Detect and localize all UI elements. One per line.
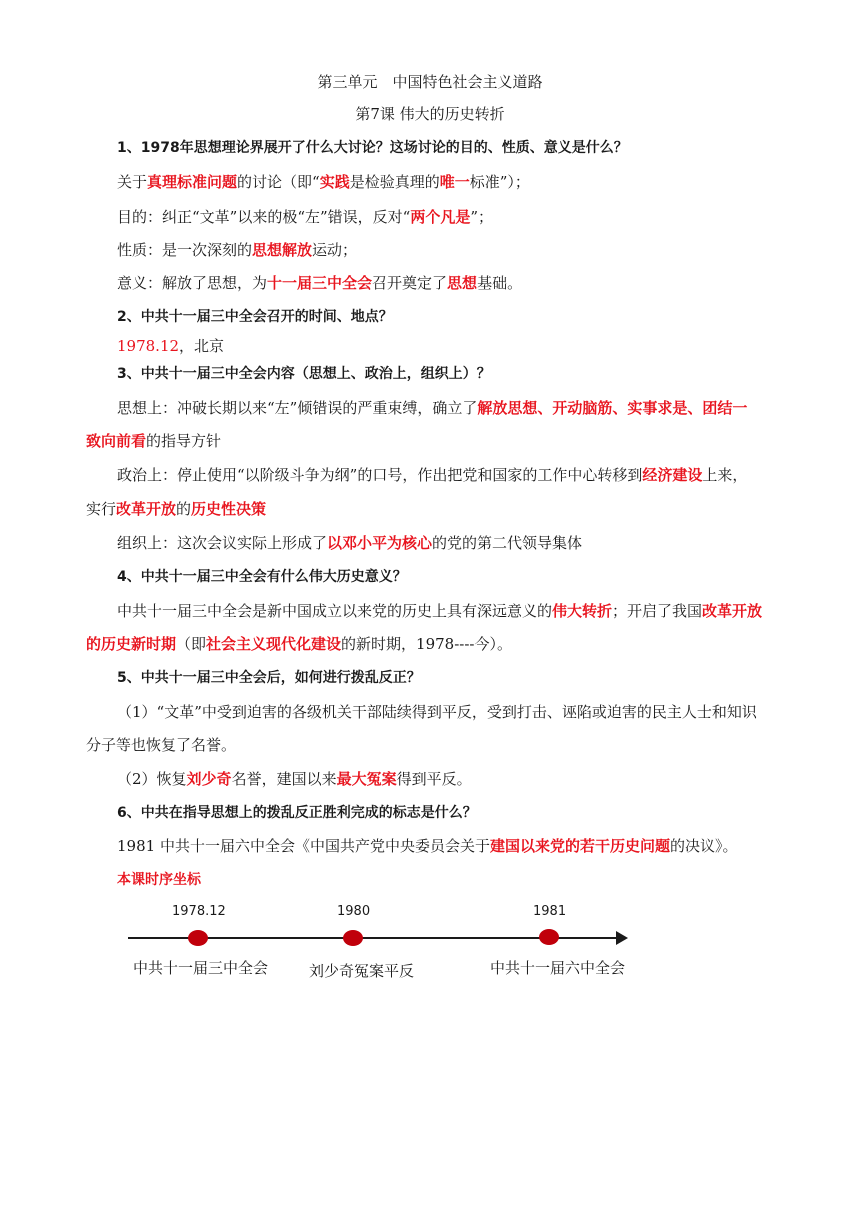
q1-answer-significance: 意义：解放了思想，为十一届三中全会召开奠定了思想基础。 [117,274,523,292]
timeline-dot-2 [343,930,363,946]
timeline-year-2: 1980 [337,904,371,919]
timeline-event-3: 中共十一届六中全会 [490,959,626,977]
q3-answer-ideology: 思想上：冲破长期以来“左”倾错误的严重束缚，确立了解放思想、开动脑筋、实事求是、团结一 [117,399,748,417]
q3-answer-politics: 政治上：停止使用“以阶级斗争为纲”的口号，作出把党和国家的工作中心转移到经济建设上来， [117,466,748,484]
question-2: 2、中共十一届三中全会召开的时间、地点？ [117,309,393,325]
q3-answer-organization: 组织上：这次会议实际上形成了以邓小平为核心的党的第二代领导集体 [117,534,583,552]
timeline-heading: 本课时序坐标 [117,872,201,888]
q4-answer-cont: 的历史新时期（即社会主义现代化建设的新时期，1978----今）。 [86,635,512,653]
q2-answer: 1978.12，北京 [117,337,225,355]
timeline-dot-1 [188,930,208,946]
q6-answer: 1981 中共十一届六中全会《中国共产党中央委员会关于建国以来党的若干历史问题的决议》。 [117,837,738,855]
q1-answer-subject: 关于真理标准问题的讨论（即“实践是检验真理的唯一标准”）； [117,173,530,191]
q3-answer-ideology-cont: 致向前看的指导方针 [86,432,222,450]
question-1: 1、1978年思想理论界展开了什么大讨论？这场讨论的目的、性质、意义是什么？ [117,140,628,156]
question-5: 5、中共十一届三中全会后，如何进行拨乱反正？ [117,670,421,686]
question-3: 3、中共十一届三中全会内容（思想上、政治上，组织上）？ [117,366,491,382]
q5-answer-1-cont: 分子等也恢复了名誉。 [86,736,237,754]
question-4: 4、中共十一届三中全会有什么伟大历史意义？ [117,569,407,585]
q4-answer: 中共十一届三中全会是新中国成立以来党的历史上具有深远意义的伟大转折；开启了我国改革开放 [117,602,763,620]
q5-answer-1: （1）“文革”中受到迫害的各级机关干部陆续得到平反，受到打击、诬陷或迫害的民主人士和知识 [117,703,757,721]
q1-answer-nature: 性质：是一次深刻的思想解放运动； [117,241,358,259]
lesson-title: 第7课 伟大的历史转折 [355,105,505,123]
unit-title: 第三单元 中国特色社会主义道路 [317,73,543,91]
timeline-dot-3 [539,929,559,945]
question-6: 6、中共在指导思想上的拨乱反正胜利完成的标志是什么？ [117,805,477,821]
timeline-year-3: 1981 [533,904,567,919]
timeline-event-2: 刘少奇冤案平反 [309,962,415,980]
timeline-event-1: 中共十一届三中全会 [133,959,269,977]
q5-answer-2: （2）恢复刘少奇名誉，建国以来最大冤案得到平反。 [117,770,472,788]
timeline-arrow-icon [616,931,628,945]
q3-answer-politics-cont: 实行改革开放的历史性决策 [86,500,267,518]
timeline-year-1: 1978.12 [172,904,226,919]
q1-answer-purpose: 目的：纠正“文革”以来的极“左”错误，反对“两个凡是”； [117,208,494,226]
